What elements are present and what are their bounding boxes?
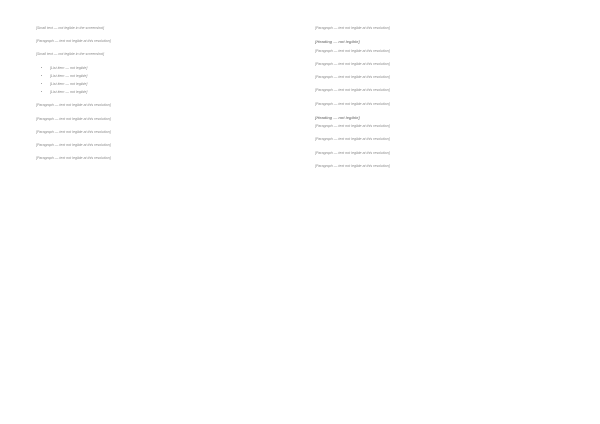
paragraph: [Paragraph — text not legible at this resolution] bbox=[315, 150, 390, 155]
list-item: • [List item — not legible] bbox=[50, 74, 285, 79]
paragraph: [Paragraph — text not legible at this resolution] bbox=[315, 101, 390, 106]
paragraph: [Paragraph — text not legible at this resolution] bbox=[36, 103, 111, 108]
paragraph: [Paragraph — text not legible at this resolution] bbox=[315, 61, 390, 66]
paragraph: [Paragraph — text not legible at this resolution] bbox=[36, 116, 111, 121]
right-column bbox=[315, 26, 564, 414]
list-item: • [List item — not legible] bbox=[50, 66, 285, 71]
paragraph: [Paragraph — text not legible at this resolution] bbox=[315, 75, 390, 80]
paragraph: [Small text — not legible in the screenshot] bbox=[36, 26, 105, 30]
list-item: • [List item — not legible] bbox=[50, 82, 285, 87]
bullet-list bbox=[36, 66, 285, 96]
paragraph: [Paragraph — text not legible at this resolution] bbox=[315, 88, 390, 93]
left-column bbox=[36, 26, 285, 414]
paragraph: [Paragraph — text not legible at this resolution] bbox=[315, 124, 390, 129]
section-heading: [Heading — not legible] bbox=[315, 39, 360, 45]
paragraph: [Paragraph — text not legible at this resolution] bbox=[315, 48, 390, 53]
paragraph: [Paragraph — text not legible at this resolution] bbox=[36, 143, 111, 148]
paragraph: [Paragraph — text not legible at this resolution] bbox=[315, 137, 390, 142]
paragraph: [Paragraph — text not legible at this resolution] bbox=[36, 129, 111, 134]
paragraph: [Paragraph — text not legible at this resolution] bbox=[315, 163, 390, 168]
list-item: • [List item — not legible] bbox=[50, 90, 285, 95]
section-heading: [Heading — not legible] bbox=[315, 114, 360, 120]
paragraph: [Paragraph — text not legible at this resolution] bbox=[36, 39, 111, 44]
paragraph: [Paragraph — text not legible at this resolution] bbox=[315, 26, 390, 30]
paragraph: [Small text — not legible in the screenshot] bbox=[36, 52, 105, 57]
paragraph: [Paragraph — text not legible at this resolution] bbox=[36, 156, 111, 161]
